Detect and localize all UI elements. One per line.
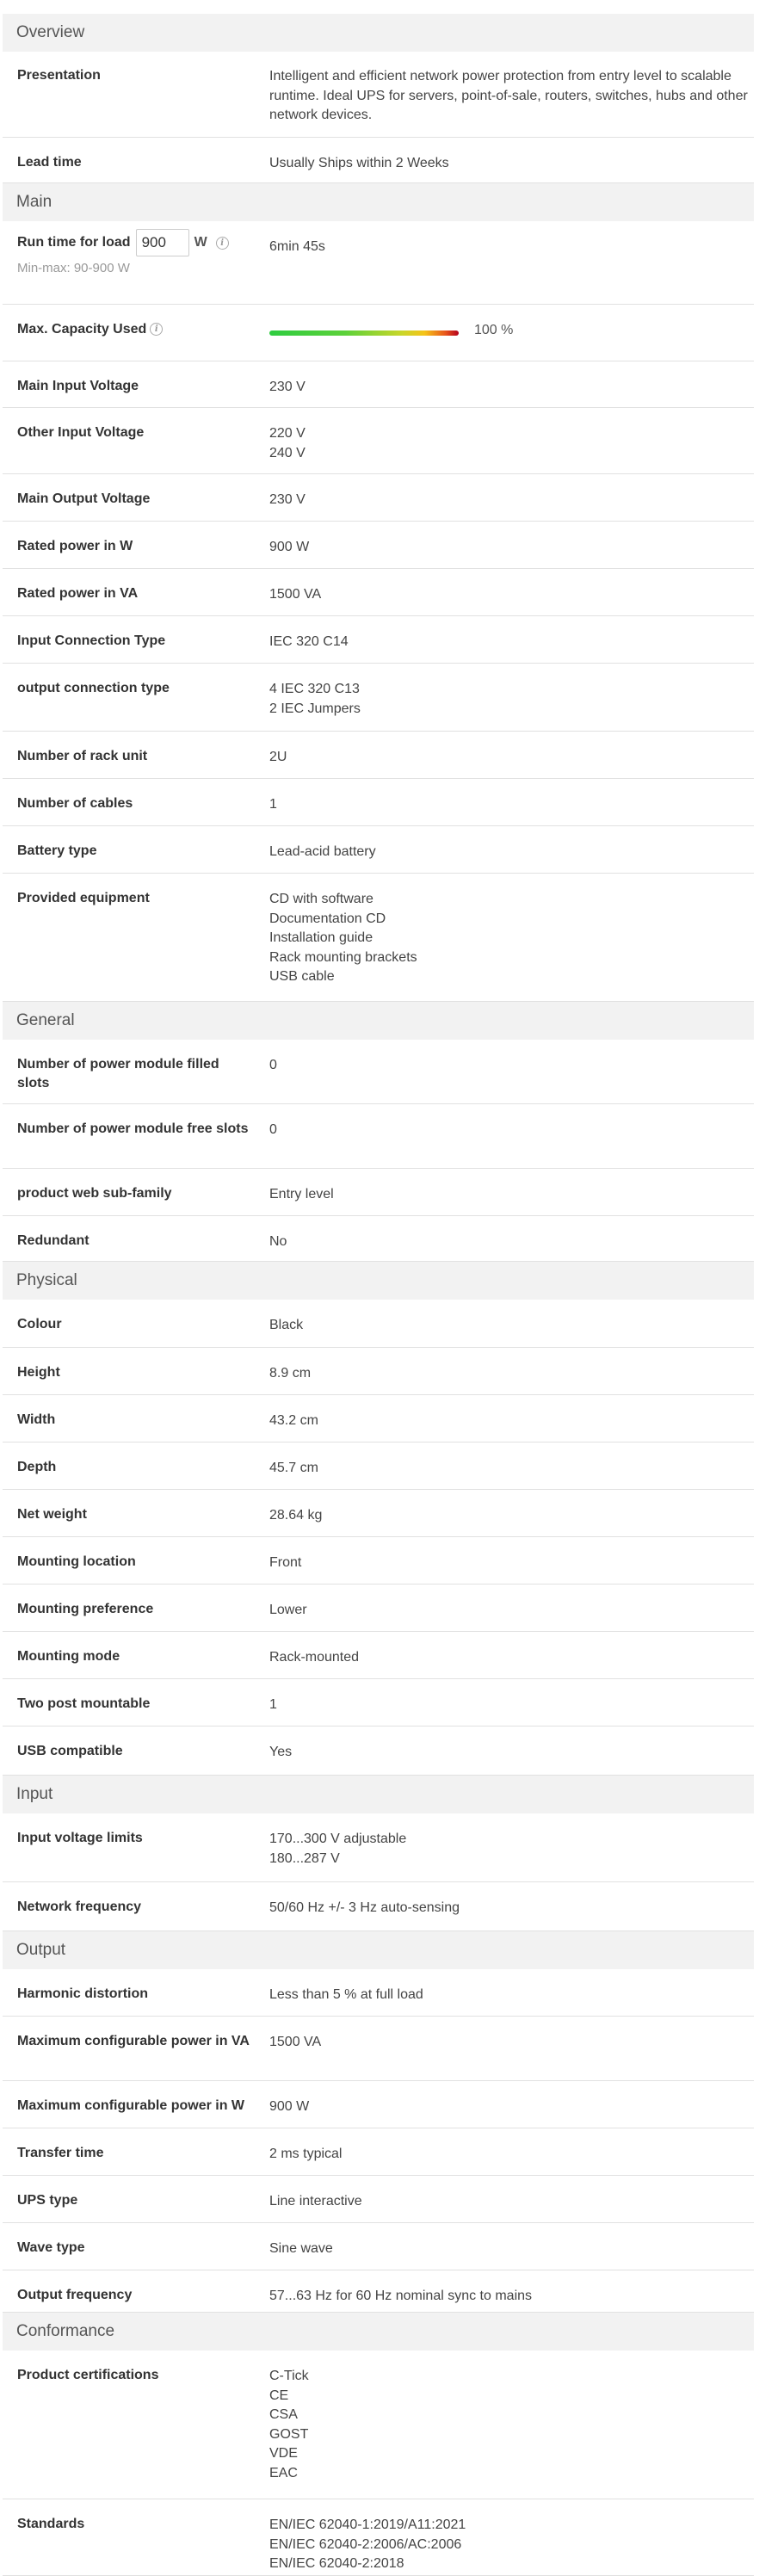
- spec-value-line: EN/IEC 62040-1:2019/A11:2021: [269, 2517, 466, 2532]
- section-header-general: [3, 1002, 754, 1040]
- spec-label: Depth: [17, 1460, 57, 1474]
- spec-value-line: C-Tick: [269, 2369, 309, 2383]
- spec-value: [269, 843, 751, 862]
- spec-value-line: 230 V: [269, 380, 306, 394]
- spec-value-line: 50/60 Hz +/- 3 Hz auto-sensing: [269, 1900, 460, 1915]
- spec-value-line: Line interactive: [269, 2194, 362, 2208]
- spec-label: Battery type: [17, 843, 97, 858]
- section-title: Main: [16, 193, 52, 211]
- spec-label: product web sub-family: [17, 1186, 172, 1201]
- spec-value-line: Rack mounting brackets: [269, 949, 417, 965]
- spec-label: Rated power in VA: [17, 586, 139, 601]
- capacity-bar-fill: [269, 330, 459, 336]
- spec-value: [269, 2192, 751, 2212]
- spec-value: [269, 1056, 751, 1076]
- spec-label: Number of power module filled slots: [17, 1057, 219, 1090]
- spec-value: [269, 491, 751, 510]
- spec-value-line: IEC 320 C14: [269, 634, 349, 649]
- spec-value: [269, 1601, 751, 1621]
- spec-value-line: 1500 VA: [269, 2035, 322, 2049]
- spec-row-number-of-rack-unit: [3, 732, 754, 779]
- spec-label: Provided equipment: [17, 891, 150, 905]
- spec-value: [269, 890, 751, 987]
- spec-row-maximum-configurable-power-in-w: [3, 2081, 754, 2128]
- spec-label: Number of power module free slots: [17, 1121, 249, 1136]
- spec-value: [269, 795, 751, 815]
- spec-row-number-of-power-module-filled-slots: [3, 1040, 754, 1104]
- spec-value-line: 45.7 cm: [269, 1461, 318, 1475]
- spec-row-product-web-sub-family: [3, 1169, 754, 1216]
- spec-value-line: GOST: [269, 2426, 309, 2442]
- spec-row-provided-equipment: [3, 874, 754, 1002]
- load-watts-input[interactable]: [136, 229, 189, 256]
- spec-value-line: Intelligent and efficient network power protection from entry level to scalable runtime. Ideal UPS for servers, point-of-sale, routers, switches, hubs and other network devices.: [269, 69, 748, 122]
- spec-value: [269, 2145, 751, 2165]
- section-header-output: [3, 1931, 754, 1969]
- spec-row-two-post-mountable: [3, 1679, 754, 1727]
- spec-row-network-frequency: [3, 1882, 754, 1931]
- spec-row-other-input-voltage: [3, 408, 754, 474]
- info-icon[interactable]: i: [216, 237, 229, 250]
- section-title: Overview: [16, 23, 85, 41]
- spec-label: Other Input Voltage: [17, 425, 145, 440]
- spec-label: Harmonic distortion: [17, 1986, 149, 2001]
- spec-row-main-output-voltage: [3, 474, 754, 522]
- spec-row-height: [3, 1348, 754, 1395]
- spec-value-line: CSA: [269, 2407, 298, 2422]
- spec-value-line: Less than 5 % at full load: [269, 1987, 423, 2002]
- spec-value-line: Yes: [269, 1745, 293, 1759]
- spec-value: [269, 2367, 751, 2483]
- spec-label: Mounting preference: [17, 1602, 154, 1616]
- spec-value: [269, 585, 751, 605]
- spec-label: UPS type: [17, 2193, 78, 2208]
- spec-value: [269, 1554, 751, 1573]
- spec-row-presentation: [3, 51, 754, 138]
- spec-value: [269, 1185, 751, 1205]
- spec-row-number-of-power-module-free-slots: [3, 1104, 754, 1169]
- spec-label: Height: [17, 1365, 60, 1380]
- spec-row-ups-type: [3, 2176, 754, 2223]
- spec-value-line: EN/IEC 62040-2:2006/AC:2006: [269, 2536, 462, 2552]
- section-title: General: [16, 1011, 75, 1029]
- spec-row-standards: [3, 2499, 754, 2576]
- spec-value-line: 6min 45s: [269, 239, 325, 254]
- spec-row-input-voltage-limits: [3, 1813, 754, 1882]
- spec-row-battery-type: [3, 826, 754, 874]
- capacity-percent: 100 %: [474, 323, 514, 337]
- spec-row-mounting-location: [3, 1537, 754, 1585]
- spec-label: Mounting location: [17, 1554, 136, 1569]
- spec-value-line: EN/IEC 62040-2:2018: [269, 2556, 404, 2571]
- spec-row-harmonic-distortion: [3, 1969, 754, 2017]
- spec-value: [269, 538, 751, 558]
- spec-value-line: 220 V: [269, 426, 306, 441]
- spec-value-line: 170...300 V adjustable: [269, 1832, 407, 1846]
- spec-label: Width: [17, 1412, 56, 1427]
- spec-label: Rated power in W: [17, 539, 133, 553]
- spec-value-line: 43.2 cm: [269, 1413, 318, 1428]
- spec-value-line: CE: [269, 2388, 289, 2403]
- spec-value: [269, 1899, 751, 1918]
- spec-label: Mounting mode: [17, 1649, 120, 1664]
- spec-value-line: 57...63 Hz for 60 Hz nominal sync to mains: [269, 2289, 533, 2303]
- spec-value-line: 180...287 V: [269, 1850, 340, 1866]
- spec-value-line: Sine wave: [269, 2241, 333, 2256]
- spec-value-line: Black: [269, 1318, 304, 1332]
- spec-value: [269, 1830, 751, 1869]
- capacity-bar: [269, 330, 459, 336]
- spec-value: [269, 1364, 751, 1384]
- spec-value-line: VDE: [269, 2446, 298, 2461]
- section-header-input: [3, 1776, 754, 1813]
- spec-label: Standards: [17, 2517, 85, 2531]
- spec-label: Output frequency: [17, 2288, 133, 2302]
- spec-value-line: 900 W: [269, 2099, 310, 2114]
- section-header-conformance: [3, 2313, 754, 2351]
- spec-value: [269, 633, 751, 652]
- spec-row-lead-time: [3, 138, 754, 183]
- spec-row-product-certifications: [3, 2351, 754, 2499]
- spec-label: Input Connection Type: [17, 633, 166, 648]
- spec-value: [269, 1743, 751, 1763]
- spec-value-line: 4 IEC 320 C13: [269, 682, 360, 696]
- spec-label: Main Input Voltage: [17, 379, 139, 393]
- spec-value-line: 1: [269, 797, 277, 812]
- spec-value: [269, 1986, 751, 2005]
- spec-value: [269, 2033, 751, 2053]
- spec-label: Network frequency: [17, 1900, 142, 1914]
- spec-value: [269, 424, 751, 463]
- spec-row-mounting-mode: [3, 1632, 754, 1679]
- section-title: Physical: [16, 1271, 77, 1289]
- spec-value-line: 28.64 kg: [269, 1508, 323, 1523]
- spec-value-line: 2U: [269, 750, 287, 764]
- spec-label: Main Output Voltage: [17, 491, 151, 506]
- spec-label: Run time for load: [17, 235, 131, 250]
- spec-label: output connection type: [17, 681, 170, 695]
- spec-value: [269, 1232, 751, 1252]
- min-max-hint: Min-max: 90-900 W: [17, 261, 130, 275]
- spec-value: [269, 2097, 751, 2117]
- spec-value-line: 8.9 cm: [269, 1366, 312, 1381]
- section-title: Conformance: [16, 2322, 115, 2340]
- spec-value: [269, 748, 751, 768]
- spec-value-line: 900 W: [269, 540, 310, 554]
- runtime-control: [17, 229, 267, 256]
- spec-value: [269, 1648, 751, 1668]
- spec-label: Number of cables: [17, 796, 133, 811]
- spec-value-line: 2 IEC Jumpers: [269, 701, 361, 716]
- spec-value: [269, 2287, 751, 2307]
- spec-value: [269, 2239, 751, 2259]
- spec-row-main-input-voltage: [3, 361, 754, 408]
- spec-row-redundant: [3, 1216, 754, 1262]
- spec-value: [269, 1121, 751, 1140]
- spec-label: Maximum configurable power in VA: [17, 2034, 250, 2048]
- spec-row-colour: [3, 1300, 754, 1348]
- spec-row-transfer-time: [3, 2128, 754, 2176]
- spec-value-line: Entry level: [269, 1187, 334, 1202]
- spec-row-width: [3, 1395, 754, 1442]
- spec-row-rated-power-in-va: [3, 569, 754, 616]
- spec-label: Colour: [17, 1317, 62, 1331]
- spec-label: Lead time: [17, 155, 82, 170]
- spec-label: Input voltage limits: [17, 1831, 143, 1845]
- spec-row-output-frequency: [3, 2270, 754, 2313]
- spec-row-usb-compatible: [3, 1727, 754, 1776]
- spec-label: USB compatible: [17, 1744, 123, 1758]
- spec-label-text: Max. Capacity Used: [17, 322, 147, 337]
- spec-value-line: 1: [269, 1697, 277, 1712]
- section-header-physical: [3, 1262, 754, 1300]
- spec-value-line: No: [269, 1234, 287, 1249]
- section-title: Input: [16, 1785, 53, 1803]
- spec-label: Number of rack unit: [17, 749, 148, 763]
- load-unit: W: [194, 235, 207, 250]
- spec-label: Maximum configurable power in W: [17, 2098, 245, 2113]
- section-header-overview: [3, 14, 754, 52]
- spec-value-line: 240 V: [269, 445, 306, 460]
- section-header-main: [3, 183, 754, 221]
- spec-value-line: 230 V: [269, 492, 306, 507]
- spec-row-output-connection-type: [3, 664, 754, 732]
- spec-row-run-time-for-load: [3, 221, 754, 305]
- spec-value: [269, 154, 751, 174]
- spec-value-line: EAC: [269, 2465, 298, 2480]
- spec-value: [269, 67, 751, 126]
- spec-value: [269, 1696, 751, 1715]
- spec-label: Net weight: [17, 1507, 87, 1522]
- spec-label: Transfer time: [17, 2146, 104, 2160]
- info-icon[interactable]: i: [150, 323, 163, 336]
- spec-value: [269, 1316, 751, 1336]
- spec-value-line: 0: [269, 1122, 277, 1137]
- spec-value-line: 1500 VA: [269, 587, 322, 602]
- section-title: Output: [16, 1941, 66, 1959]
- spec-row-mounting-preference: [3, 1585, 754, 1632]
- spec-value-line: 0: [269, 1058, 277, 1072]
- spec-row-input-connection-type: [3, 616, 754, 664]
- spec-label: Product certifications: [17, 2368, 159, 2382]
- spec-value-line: Front: [269, 1555, 302, 1570]
- spec-value-line: Installation guide: [269, 930, 373, 945]
- spec-label: Presentation: [17, 68, 101, 83]
- spec-value-line: CD with software: [269, 892, 373, 906]
- spec-row-maximum-configurable-power-in-va: [3, 2017, 754, 2081]
- spec-label: [17, 320, 250, 339]
- spec-value: [269, 2516, 751, 2574]
- spec-value-line: Lower: [269, 1603, 307, 1617]
- spec-value: [269, 1506, 751, 1526]
- spec-value: [269, 1412, 751, 1431]
- spec-value: [269, 1459, 751, 1479]
- spec-value-line: Usually Ships within 2 Weeks: [269, 156, 449, 170]
- spec-row-number-of-cables: [3, 779, 754, 826]
- spec-label: Wave type: [17, 2240, 85, 2255]
- spec-label: Two post mountable: [17, 1696, 151, 1711]
- spec-value-line: 2 ms typical: [269, 2147, 343, 2161]
- spec-label: Redundant: [17, 1233, 90, 1248]
- spec-value: [269, 378, 751, 398]
- spec-row-net-weight: [3, 1490, 754, 1537]
- spec-value-line: Lead-acid battery: [269, 844, 376, 859]
- spec-value-line: Rack-mounted: [269, 1650, 360, 1665]
- runtime-value: [269, 238, 751, 257]
- spec-value: [269, 680, 751, 719]
- spec-row-wave-type: [3, 2223, 754, 2270]
- spec-value-line: USB cable: [269, 969, 335, 984]
- spec-row-rated-power-in-w: [3, 522, 754, 569]
- spec-row-max-capacity-used: [3, 305, 754, 361]
- spec-value-line: Documentation CD: [269, 911, 386, 926]
- spec-row-depth: [3, 1442, 754, 1490]
